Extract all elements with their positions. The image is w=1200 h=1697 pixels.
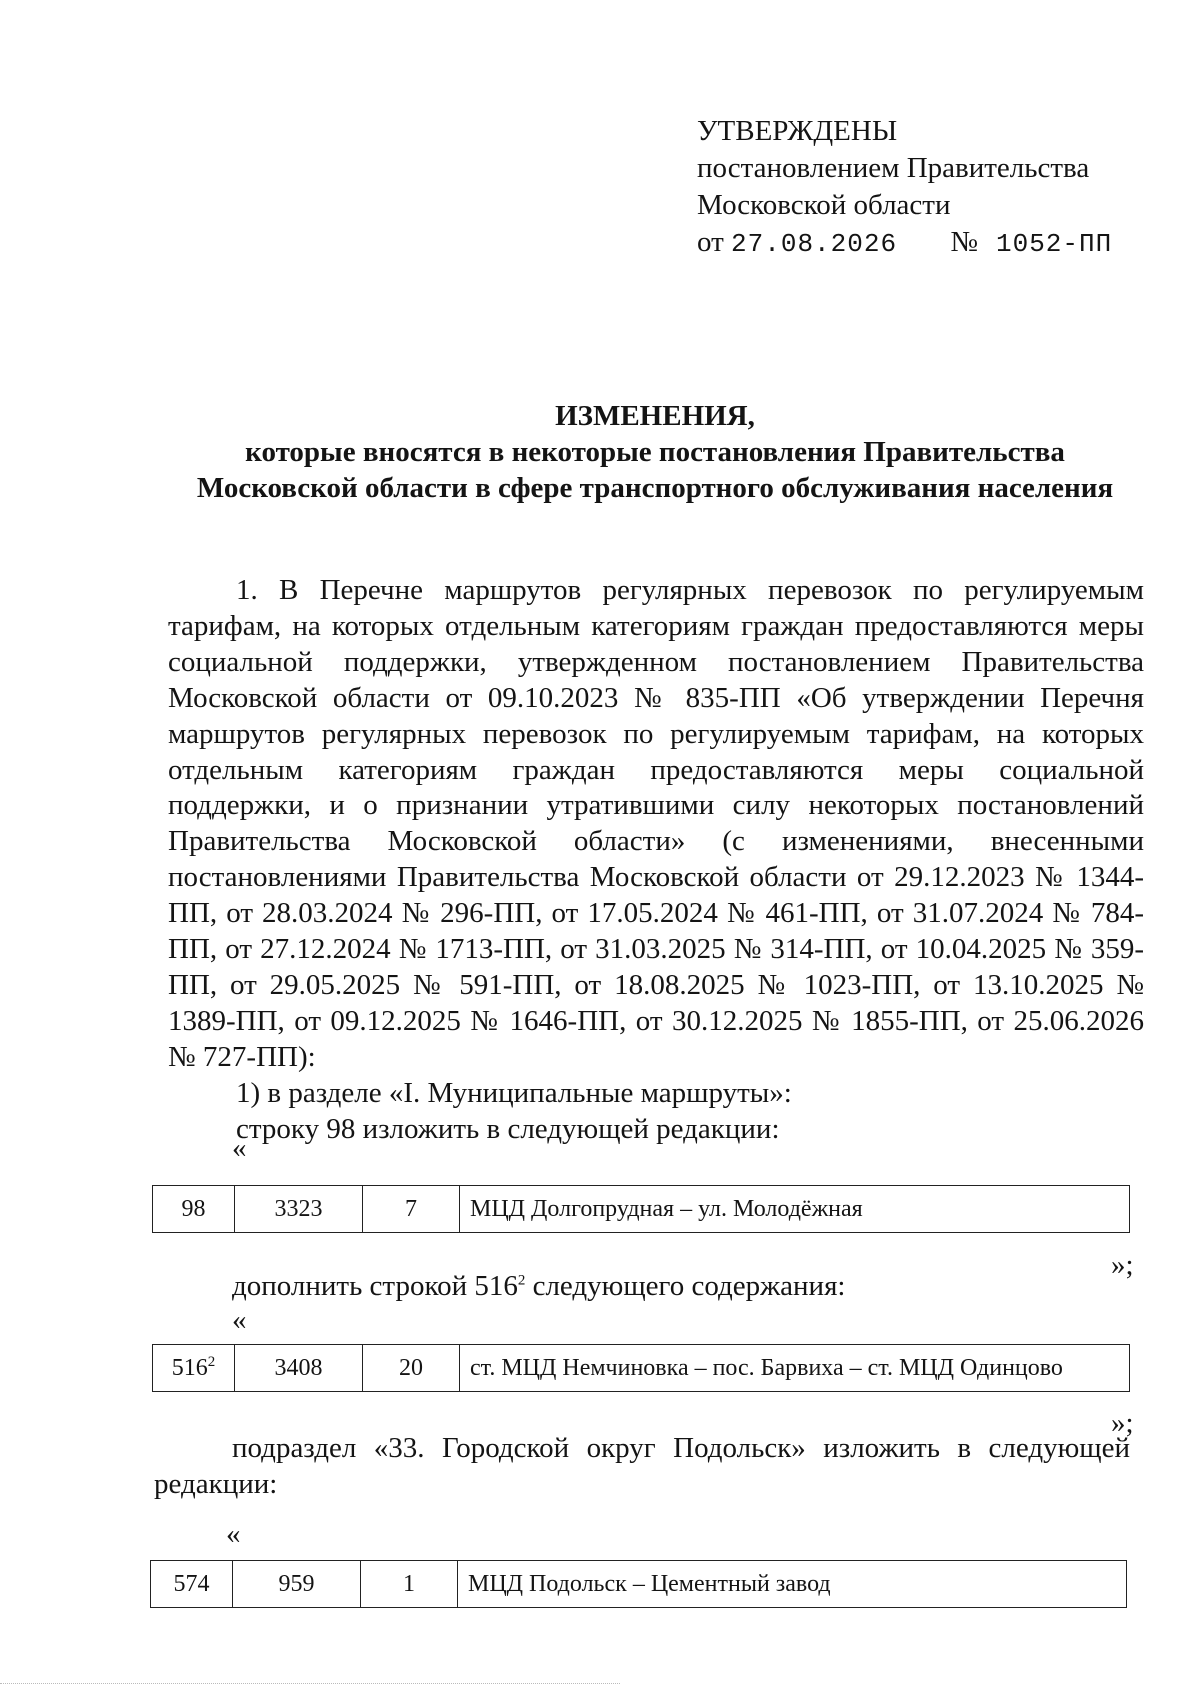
table-row bbox=[153, 1345, 1130, 1392]
heading-subtitle-line2: Московской области в сфере транспортного обслуживания населения bbox=[196, 472, 1114, 504]
approval-date: 27.08.2026 bbox=[731, 229, 898, 259]
route-number: 3323 bbox=[235, 1186, 363, 1233]
approval-region-line: Московской области bbox=[697, 189, 951, 221]
heading-title: ИЗМЕНЕНИЯ, bbox=[555, 400, 755, 432]
add-row-line: дополнить строкой $516^2$ следующего содержания: bbox=[232, 1270, 846, 1302]
approval-title: УТВЕРЖДЕНЫ bbox=[697, 115, 898, 147]
approval-number: 1052-ПП bbox=[996, 229, 1113, 259]
closing-quote: »; bbox=[1111, 1407, 1134, 1439]
row-number: 98 bbox=[153, 1186, 235, 1233]
approval-date-line bbox=[697, 224, 1112, 263]
subsection-line: подраздел «33. Городской округ Подольск» изложить в следующей редакции: bbox=[154, 1432, 1130, 1500]
number-sign: № bbox=[950, 226, 978, 258]
route-number: 959 bbox=[233, 1561, 361, 1608]
date-prefix: от bbox=[697, 226, 724, 258]
item-1: 1) в разделе «I. Муниципальные маршруты»: bbox=[236, 1076, 792, 1109]
route-table-row-98 bbox=[152, 1185, 1130, 1233]
route-order: 7 bbox=[363, 1186, 460, 1233]
route-name: МЦД Долгопрудная – ул. Молодёжная bbox=[460, 1186, 1130, 1233]
approval-issuer-line: постановлением Правительства bbox=[697, 152, 1090, 184]
route-table-row-516-2 bbox=[152, 1344, 1130, 1392]
route-name: ст. МЦД Немчиновка – пос. Барвиха – ст. МЦД Одинцово bbox=[460, 1345, 1130, 1392]
route-table-row-574 bbox=[150, 1560, 1127, 1608]
heading-subtitle-line1: которые вносятся в некоторые постановления Правительства bbox=[245, 436, 1065, 468]
item-1-action: строку 98 изложить в следующей редакции: bbox=[236, 1112, 780, 1145]
route-number: 3408 bbox=[235, 1345, 363, 1392]
approval-block bbox=[697, 113, 1112, 263]
document-body bbox=[168, 573, 1144, 1148]
route-order: 20 bbox=[363, 1345, 460, 1392]
document-heading bbox=[190, 398, 1120, 506]
scan-artifact-line bbox=[0, 1683, 620, 1684]
opening-quote: « bbox=[232, 1132, 247, 1164]
row-number: 574 bbox=[151, 1561, 233, 1608]
route-order: 1 bbox=[361, 1561, 458, 1608]
opening-quote: « bbox=[226, 1518, 241, 1550]
table-row bbox=[151, 1561, 1127, 1608]
paragraph-1: 1. В Перечне маршрутов регулярных перевозок по регулируемым тарифам, на которых отдельным категориям граждан предоставляются меры социальной поддержки, утвержденном постановлением Правительства Московской области от 09.10.2023 № 835-ПП «Об утверждении Перечня маршрутов регулярных перевозок по регулируемым тарифам, на которых отдельным категориям граждан предоставляются меры социальной поддержки, и о признании утратившими силу некоторых постановлений Правительства Московской области» (с изменениями, внесенными постановлениями Правительства Московской области от 29.12.2023 № 1344-ПП, от 28.03.2024 № 296-ПП, от 17.05.2024 № 461-ПП, от 31.07.2024 № 784-ПП, от 27.12.2024 № 1713-ПП, от 31.03.2025 № 314-ПП, от 10.04.2025 № 359-ПП, от 29.05.2025 № 591-ПП, от 18.08.2025 № 1023-ПП, от 13.10.2025 № 1389-ПП, от 09.12.2025 № 1646-ПП, от 30.12.2025 № 1855-ПП, от 25.06.2026 № 727-ПП): bbox=[168, 574, 1144, 1073]
table-row bbox=[153, 1186, 1130, 1233]
route-name: МЦД Подольск – Цементный завод bbox=[458, 1561, 1127, 1608]
opening-quote: « bbox=[232, 1304, 247, 1336]
row-number: $516^2$ bbox=[153, 1345, 235, 1392]
closing-quote: »; bbox=[1111, 1249, 1134, 1281]
